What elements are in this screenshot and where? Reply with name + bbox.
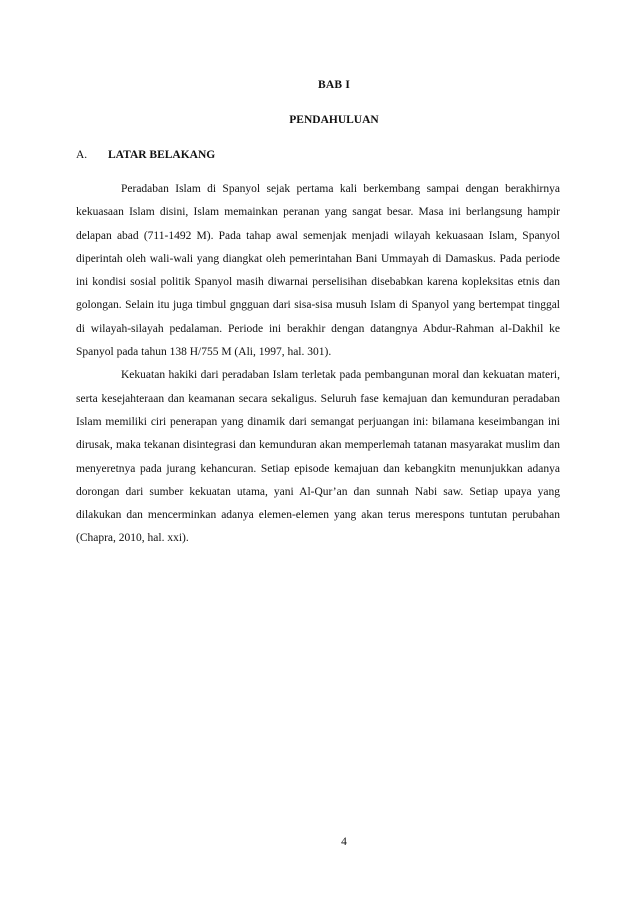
page-number: 4 — [341, 836, 347, 848]
chapter-title: PENDAHULUAN — [289, 114, 379, 126]
body-text — [76, 178, 560, 551]
section-marker: A. — [76, 149, 88, 161]
chapter-label: BAB I — [318, 79, 350, 91]
section-title: LATAR BELAKANG — [108, 149, 216, 161]
paragraph-1: Peradaban Islam di Spanyol sejak pertama kali berkembang sampai dengan berakhirnya kekuasaan Islam disini, Islam memainkan peranan yang sangat besar. Masa ini berlangsung hampir delapan abad (711-1492 M). Pada tahap awal semenjak menjadi wilayah kekuasaan Islam, Spanyol diperintah oleh wali-wali yang diangkat oleh pemerintahan Bani Ummayah di Damaskus. Pada periode ini kondisi sosial politik Spanyol masih diwarnai perselisihan disebabkan karena kopleksitas etnis dan golongan. Selain itu juga timbul gngguan dari sisa-sisa musuh Islam di Spanyol yang bertempat tinggal di wilayah-silayah pedalaman. Periode ini berakhir dengan datangnya Abdur-Rahman al-Dakhil ke Spanyol pada tahun 138 H/755 M (Ali, 1997, hal. 301). — [76, 183, 560, 359]
paragraph-2: Kekuatan hakiki dari peradaban Islam terletak pada pembangunan moral dan kekuatan materi, serta kesejahteraan dan keamanan secara sekaligus. Seluruh fase kemajuan dan kemunduran peradaban Islam memiliki ciri penerapan yang dinamik dari semangat perjuangan ini: bilamana keseimbangan ini dirusak, maka tekanan disintegrasi dan kemunduran akan memperlemah tatanan masyarakat muslim dan menyeretnya pada jurang kehancuran. Setiap episode kemajuan dan kebangkitn menunjukkan adanya dorongan dari sumber kekuatan utama, yani Al-Qur’an dan sunnah Nabi saw. Setiap upaya yang dilakukan dan mencerminkan adanya elemen-elemen yang akan terus merespons tuntutan perubahan (Chapra, 2010, hal. xxi). — [76, 369, 560, 545]
section-heading — [76, 149, 215, 161]
